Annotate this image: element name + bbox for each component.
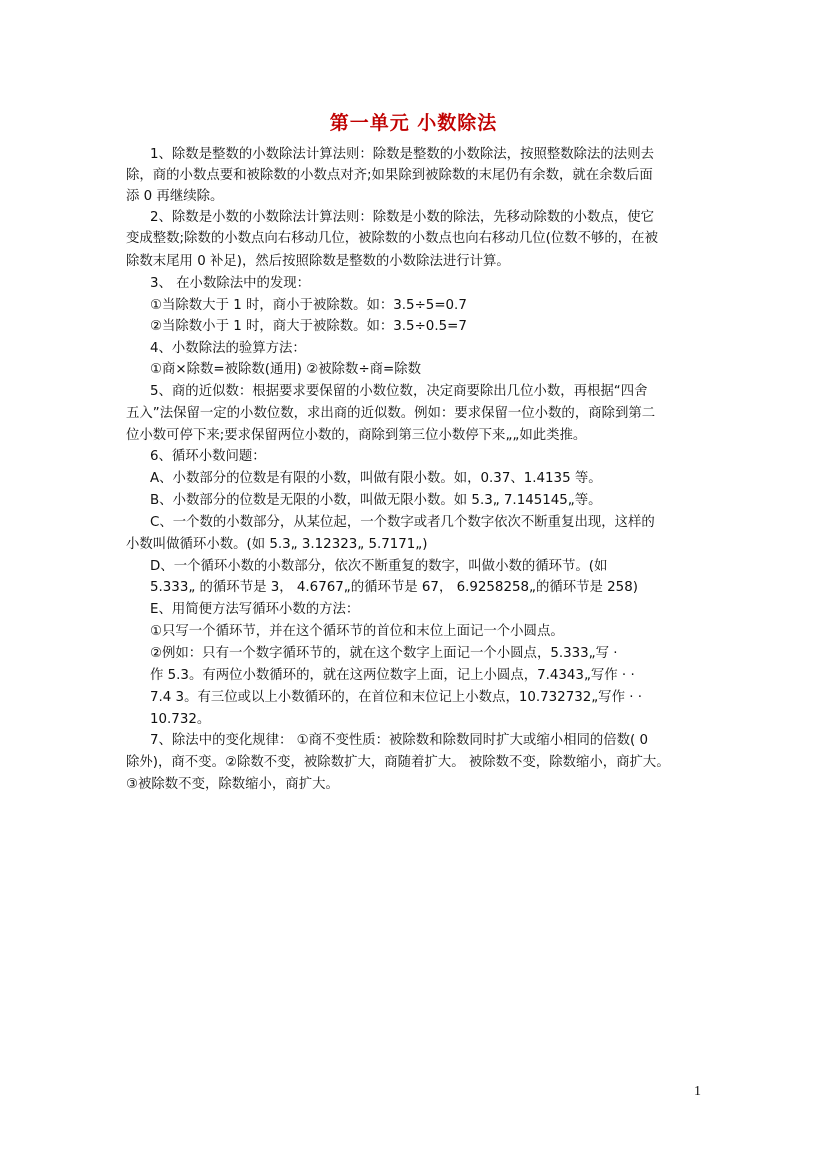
text-line: 10.732。 xyxy=(150,712,211,727)
text-line: 1、除数是整数的小数除法计算法则：除数是整数的小数除法，按照整数除法的法则去 xyxy=(150,147,654,162)
text-line: ②例如：只有一个数字循环节的，就在这个数字上面记一个小圆点，5.333„写 · xyxy=(150,646,618,661)
text-line: 3、 在小数除法中的发现： xyxy=(150,276,311,291)
text-line: E、用简便方法写循环小数的方法： xyxy=(150,602,360,617)
text-line: 位小数可停下来;要求保留两位小数的，商除到第三位小数停下来„„如此类推。 xyxy=(126,428,587,443)
text-line: 作 5.3。有两位小数循环的，就在这两位数字上面，记上小圆点，7.4343„写作 · · xyxy=(150,668,635,683)
text-line: 除外)，商不变。②除数不变，被除数扩大，商随着扩大。 被除数不变，除数缩小，商扩大。 xyxy=(126,755,670,770)
page-number: 1 xyxy=(694,1084,701,1099)
text-line: ①商×除数=被除数(通用) ②被除数÷商=除数 xyxy=(150,362,422,377)
text-line: C、一个数的小数部分，从某位起，一个数字或者几个数字依次不断重复出现，这样的 xyxy=(150,515,655,530)
document-title: 第一单元 小数除法 xyxy=(329,112,498,134)
text-line: 除数末尾用 0 补足)，然后按照除数是整数的小数除法进行计算。 xyxy=(126,254,510,269)
text-line: B、小数部分的位数是无限的小数，叫做无限小数。如 5.3„ 7.145145„等。 xyxy=(150,493,602,508)
text-line: 小数叫做循环小数。(如 5.3„ 3.12323„ 5.7171„) xyxy=(126,537,428,552)
text-line: 五入”法保留一定的小数位数，求出商的近似数。例如：要求保留一位小数的，商除到第二 xyxy=(126,406,656,421)
text-line: 4、小数除法的验算方法： xyxy=(150,341,306,356)
text-line: A、小数部分的位数是有限的小数，叫做有限小数。如，0.37、1.4135 等。 xyxy=(150,471,602,486)
text-line: 变成整数;除数的小数点向右移动几位，被除数的小数点也向右移动几位(位数不够的，在被 xyxy=(126,231,658,246)
text-line: ①当除数大于 1 时，商小于被除数。如：3.5÷5=0.7 xyxy=(150,298,467,313)
text-line: ①只写一个循环节，并在这个循环节的首位和末位上面记一个小圆点。 xyxy=(150,624,564,639)
text-line: 5、商的近似数：根据要求要保留的小数位数，决定商要除出几位小数，再根据“四舍 xyxy=(150,384,648,399)
text-line: 2、除数是小数的小数除法计算法则：除数是小数的除法，先移动除数的小数点，使它 xyxy=(150,210,654,225)
text-line: 除，商的小数点要和被除数的小数点对齐;如果除到被除数的末尾仍有余数，就在余数后面 xyxy=(126,168,653,183)
text-line: 7、除法中的变化规律： ①商不变性质：被除数和除数同时扩大或缩小相同的倍数( 0 xyxy=(150,733,649,748)
text-line: 6、循环小数问题： xyxy=(150,449,266,464)
text-line: ②当除数小于 1 时，商大于被除数。如：3.5÷0.5=7 xyxy=(150,319,467,334)
text-line: D、一个循环小数的小数部分，依次不断重复的数字，叫做小数的循环节。(如 xyxy=(150,559,608,574)
text-line: 7.4 3。有三位或以上小数循环的，在首位和末位记上小数点，10.732732„写作 · · xyxy=(150,690,642,705)
text-line: 5.333„ 的循环节是 3， 4.6767„的循环节是 67， 6.9258258„的循环节是 258) xyxy=(150,580,638,595)
text-line: 添 0 再继续除。 xyxy=(126,189,224,204)
text-line: ③被除数不变，除数缩小，商扩大。 xyxy=(126,777,339,792)
